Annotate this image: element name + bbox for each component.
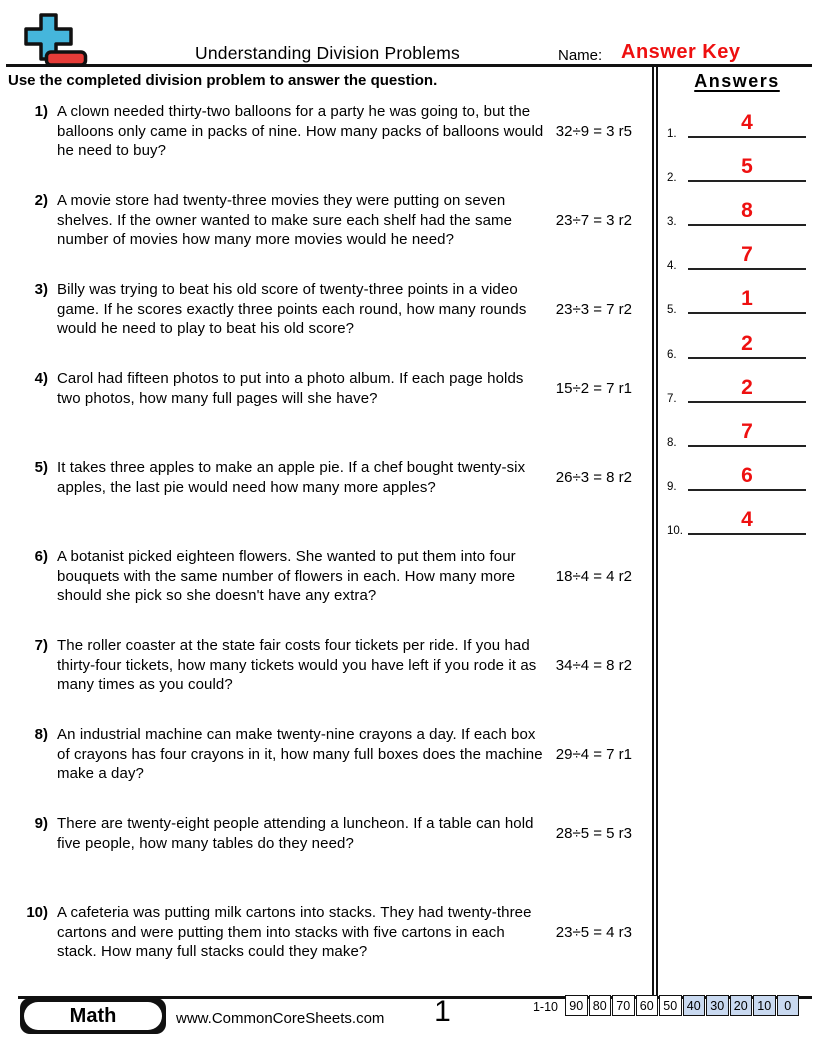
score-cell: 80	[589, 995, 612, 1016]
score-cell: 40	[683, 995, 706, 1016]
plus-minus-logo-icon	[24, 12, 90, 73]
problem-text: The roller coaster at the state fair costs four tickets per ride. If you had thirty-four tickets, how many tickets would you have left if you rode it as many times as you could?	[57, 637, 537, 693]
answer-value: 5	[741, 155, 753, 178]
answer-blank-line	[688, 533, 806, 535]
problem-number: 10)	[26, 904, 48, 921]
score-table	[565, 995, 799, 1016]
problem-text: An industrial machine can make twenty-nine crayons a day. If each box of crayons has four crayons in it, how many full boxes does the machine make a day?	[57, 726, 543, 782]
problem-item-6	[12, 547, 644, 606]
answer-number: 1.	[667, 128, 677, 140]
answer-number: 4.	[667, 260, 677, 272]
answer-value: 1	[741, 287, 753, 310]
answer-blank-line	[688, 180, 806, 182]
score-cell: 30	[706, 995, 729, 1016]
problem-equation: 28÷5 = 5 r3	[555, 825, 632, 842]
problem-item-2	[12, 191, 644, 250]
problem-number: 4)	[34, 370, 48, 387]
answer-value: 7	[741, 420, 753, 443]
answer-row-5	[658, 278, 816, 314]
score-cell: 10	[753, 995, 776, 1016]
problem-equation: 23÷7 = 3 r2	[555, 211, 632, 229]
problem-number: 2)	[34, 192, 48, 209]
answer-value: 4	[741, 111, 753, 134]
name-label: Name:	[558, 47, 603, 64]
problem-text: A botanist picked eighteen flowers. She wanted to put them into four bouquets with the same number of flowers in each. How many more should she pick so she doesn't have any extra?	[57, 548, 516, 604]
answer-value: 7	[741, 243, 753, 266]
website-url: www.CommonCoreSheets.com	[176, 1010, 385, 1027]
page-number: 1	[434, 995, 451, 1028]
problem-text: There are twenty-eight people attending a luncheon. If a table can hold five people, how many tables do they need?	[57, 815, 534, 852]
score-cell: 60	[636, 995, 659, 1016]
problem-equation: 18÷4 = 4 r2	[555, 567, 632, 585]
answer-value: 8	[741, 199, 753, 222]
instruction-text: Use the completed division problem to answer the question.	[8, 72, 438, 89]
answer-blank-line	[688, 401, 806, 403]
answer-number: 10.	[667, 525, 683, 537]
answer-row-10	[658, 499, 816, 535]
answers-panel	[652, 67, 816, 997]
problem-number: 9)	[34, 815, 48, 832]
problem-equation: 29÷4 = 7 r1	[555, 745, 632, 763]
problem-text: A movie store had twenty-three movies they were putting on seven shelves. If the owner wanted to make sure each shelf had the same number of movies how many more movies would he need?	[57, 192, 513, 248]
problem-equation: 26÷3 = 8 r2	[555, 469, 632, 486]
answer-number: 3.	[667, 216, 677, 228]
answer-value: 2	[741, 332, 753, 355]
score-cell: 20	[730, 995, 753, 1016]
answer-value: 6	[741, 464, 753, 487]
problem-equation: 32÷9 = 3 r5	[555, 122, 632, 140]
answer-number: 6.	[667, 349, 677, 361]
problem-equation: 23÷5 = 4 r3	[555, 923, 632, 941]
problem-equation: 23÷3 = 7 r2	[555, 300, 632, 318]
answer-number: 7.	[667, 393, 677, 405]
problem-number: 7)	[34, 637, 48, 654]
problem-number: 1)	[34, 103, 48, 120]
problem-text: It takes three apples to make an apple pie. If a chef bought twenty-six apples, the last pie would need how many more apples?	[57, 459, 526, 496]
problem-item-8	[12, 725, 644, 784]
answer-blank-line	[688, 312, 806, 314]
answer-value: 4	[741, 508, 753, 531]
answer-number: 2.	[667, 172, 677, 184]
score-cell: 0	[777, 995, 800, 1016]
answer-blank-line	[688, 136, 806, 138]
problem-item-9	[12, 814, 644, 853]
answer-blank-line	[688, 489, 806, 491]
problem-equation: 15÷2 = 7 r1	[555, 380, 632, 397]
score-cell: 70	[612, 995, 635, 1016]
answer-blank-line	[688, 268, 806, 270]
problem-item-7	[12, 636, 644, 695]
answer-row-7	[658, 367, 816, 403]
score-cell: 50	[659, 995, 682, 1016]
answer-blank-line	[688, 445, 806, 447]
answer-number: 8.	[667, 437, 677, 449]
answer-row-8	[658, 411, 816, 447]
answers-header: Answers	[694, 71, 780, 91]
answer-number: 5.	[667, 304, 677, 316]
problem-text: Billy was trying to beat his old score of twenty-three points in a video game. If he scores exactly three points each round, how many rounds would he need to play to beat his old score?	[57, 281, 527, 337]
problem-number: 8)	[34, 726, 48, 743]
problem-number: 5)	[34, 459, 48, 476]
problem-equation: 34÷4 = 8 r2	[555, 656, 632, 674]
answer-row-1	[658, 102, 816, 138]
header-divider	[6, 64, 812, 67]
problem-item-10	[12, 903, 644, 962]
problem-text: A cafeteria was putting milk cartons into stacks. They had twenty-three cartons and were putting them into stacks with five cartons in each stack. How many full stacks could they make?	[57, 904, 532, 960]
answer-row-2	[658, 146, 816, 182]
score-range-label: 1-10	[532, 1000, 558, 1014]
problem-number: 6)	[34, 548, 48, 565]
answer-blank-line	[688, 224, 806, 226]
subject-badge-label: Math	[24, 1002, 162, 1030]
problem-text: A clown needed thirty-two balloons for a party he was going to, but the balloons only came in packs of nine. How many packs of balloons would he need to buy?	[57, 103, 544, 159]
answer-row-9	[658, 455, 816, 491]
problem-number: 3)	[34, 281, 48, 298]
answer-row-3	[658, 190, 816, 226]
problem-text: Carol had fifteen photos to put into a photo album. If each page holds two photos, how many full pages will she have?	[57, 370, 524, 407]
answer-row-6	[658, 323, 816, 359]
score-cell: 90	[565, 995, 588, 1016]
answer-row-4	[658, 234, 816, 270]
problem-item-1	[12, 102, 644, 161]
page-title: Understanding Division Problems	[195, 43, 460, 63]
answer-value: 2	[741, 376, 753, 399]
problem-item-4	[12, 369, 644, 408]
answer-key-value: Answer Key	[621, 41, 741, 63]
problem-item-5	[12, 458, 644, 497]
answer-blank-line	[688, 357, 806, 359]
answer-number: 9.	[667, 481, 677, 493]
subject-badge	[20, 998, 166, 1034]
problem-item-3	[12, 280, 644, 339]
